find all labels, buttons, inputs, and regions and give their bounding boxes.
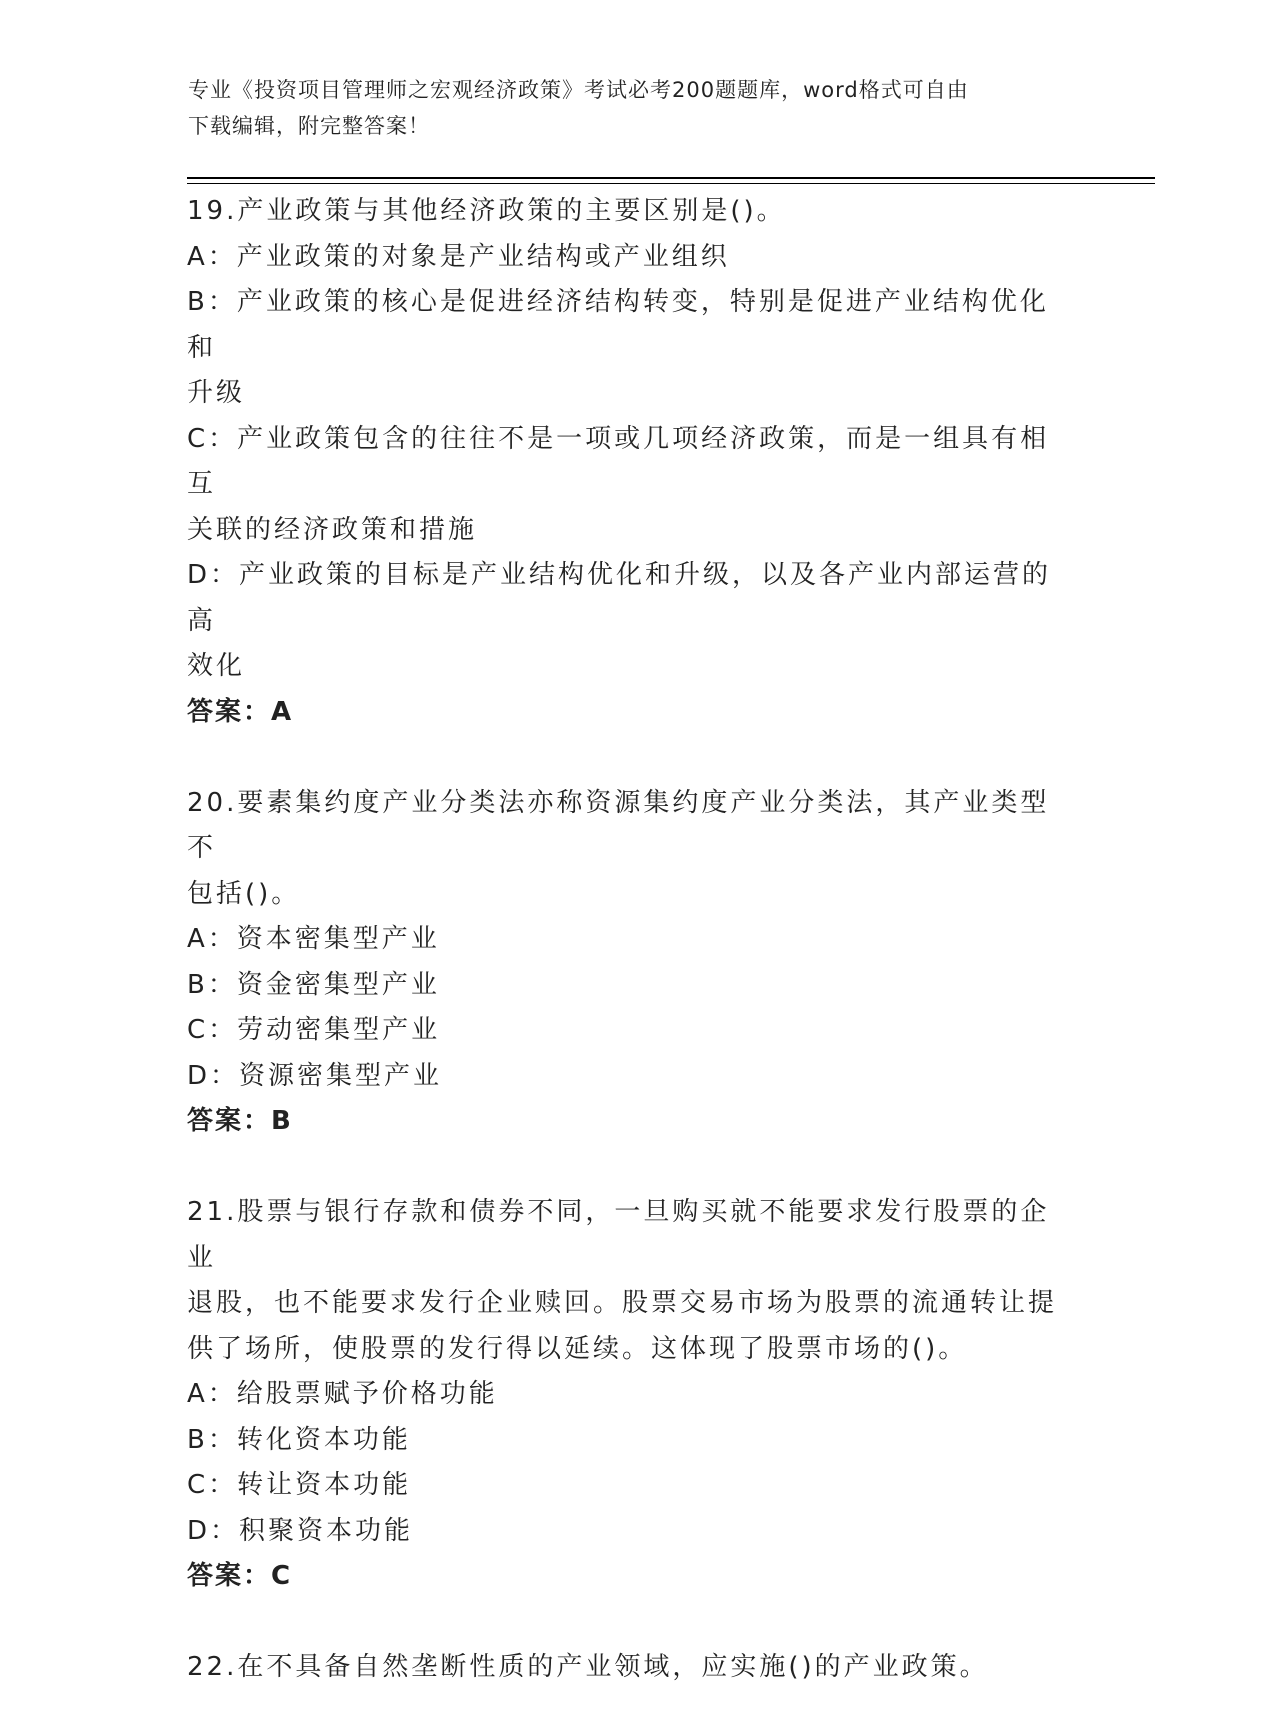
question-stem-cont: 供了场所，使股票的发行得以延续。这体现了股票市场的()。 [187,1333,968,1364]
option-c: C：产业政策包含的往往不是一项或几项经济政策，而是一组具有相互 [187,423,1050,499]
option-b: B：转化资本功能 [187,1424,411,1455]
option-c-cont: 关联的经济政策和措施 [187,514,478,545]
answer-label: 答案：B [187,1106,293,1136]
question-stem: 21.股票与银行存款和债券不同，一旦购买就不能要求发行股票的企业 [187,1197,1050,1273]
header-line: 专业《投资项目管理师之宏观经济政策》考试必考200题题库，word格式可自由 [188,78,969,102]
question-21 [187,1190,1077,1600]
option-d: D：积聚资本功能 [187,1515,414,1546]
question-stem: 20.要素集约度产业分类法亦称资源集约度产业分类法，其产业类型不 [187,787,1050,863]
option-a: A：资本密集型产业 [187,924,440,954]
answer-label: 答案：A [187,696,294,727]
option-a: A：给股票赋予价格功能 [187,1379,498,1409]
option-a: A：产业政策的对象是产业结构或产业组织 [187,241,730,272]
option-d-cont: 效化 [187,651,246,681]
option-b-cont: 升级 [187,378,246,408]
question-stem-cont: 包括()。 [187,878,301,909]
answer-label: 答案：C [187,1561,293,1591]
question-19 [187,189,1077,735]
question-stem-cont: 退股，也不能要求发行企业赎回。股票交易市场为股票的流通转让提 [187,1288,1058,1318]
option-b: B：产业政策的核心是促进经济结构转变，特别是促进产业结构优化和 [187,287,1049,363]
question-22 [187,1645,1077,1691]
question-stem: 19.产业政策与其他经济政策的主要区别是()。 [187,196,786,226]
header-divider-thin [187,183,1155,184]
question-20 [187,781,1077,1145]
question-stem: 22.在不具备自然垄断性质的产业领域，应实施()的产业政策。 [187,1652,989,1682]
question-list [187,189,1077,1736]
header-divider-thick [187,177,1155,179]
option-d: D：产业政策的目标是产业结构优化和升级，以及各产业内部运营的高 [187,560,1052,636]
option-c: C：转让资本功能 [187,1470,412,1500]
document-header [188,72,1068,144]
header-line: 下载编辑，附完整答案！ [188,114,430,138]
option-d: D：资源密集型产业 [187,1060,443,1091]
option-b: B：资金密集型产业 [187,969,440,1000]
option-c: C：劳动密集型产业 [187,1015,441,1045]
